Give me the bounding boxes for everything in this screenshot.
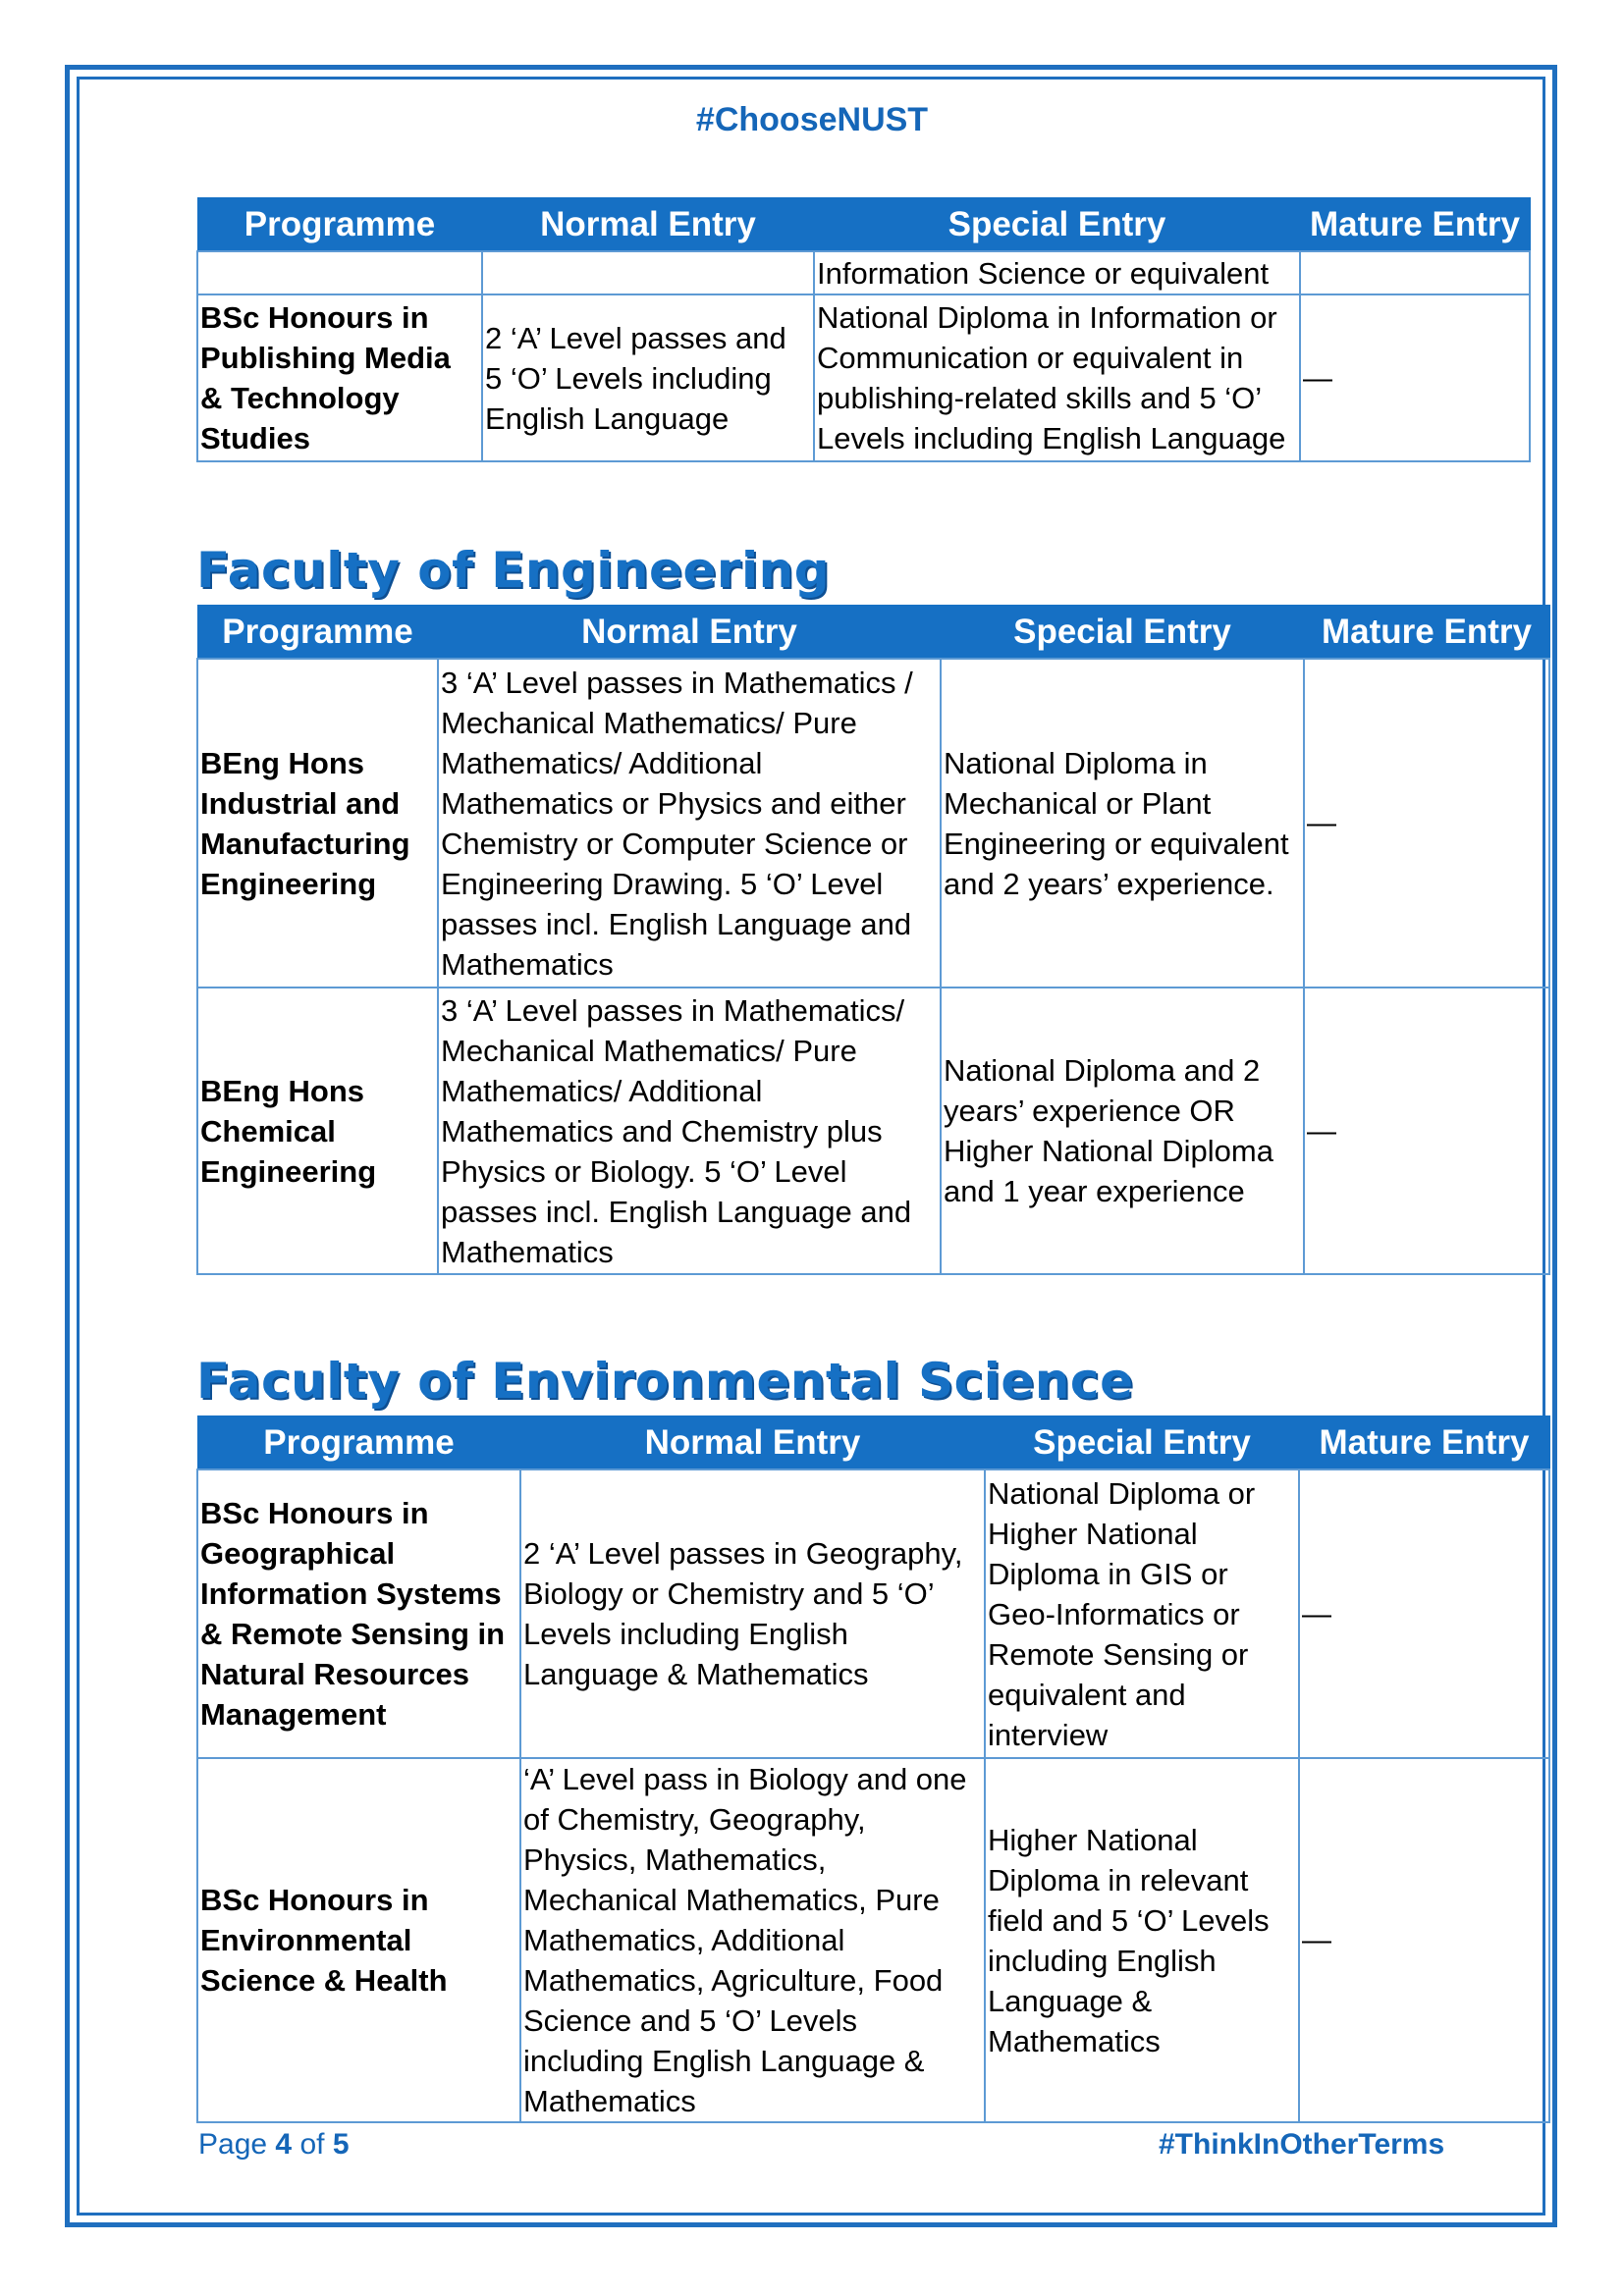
programme-cell: BSc Honours in Publishing Media & Technology Studies — [197, 294, 482, 461]
normal-entry-cell: ‘A’ Level pass in Biology and one of Chemistry, Geography, Physics, Mathematics, Mechanical Mathematics, Pure Mathematics, Additional Mathematics, Agriculture, Food Science and 5 ‘O’ Levels including English Language & Mathematics — [520, 1758, 985, 2122]
mature-entry-cell: — — [1304, 988, 1549, 1274]
of-label: of — [299, 2128, 325, 2161]
programme-cell — [197, 251, 482, 294]
mature-entry-cell: — — [1304, 659, 1549, 988]
programme-cell: BEng Hons Industrial and Manufacturing Engineering — [197, 659, 438, 988]
special-entry-cell: National Diploma in Mechanical or Plant Engineering or equivalent and 2 years’ experience. — [941, 659, 1304, 988]
col-header-programme: Programme — [197, 1416, 520, 1470]
special-entry-cell: National Diploma or Higher National Diploma in GIS or Geo-Informatics or Remote Sensing or equivalent and interview — [985, 1469, 1299, 1758]
table-header-row — [197, 606, 1549, 660]
table-continued — [196, 197, 1531, 462]
table-row — [197, 251, 1530, 294]
page-total: 5 — [332, 2128, 350, 2161]
col-header-special-entry: Special Entry — [814, 198, 1300, 252]
normal-entry-cell: 3 ‘A’ Level passes in Mathematics/ Mechanical Mathematics/ Pure Mathematics/ Additional Mathematics and Chemistry plus Physics or Biology. 5 ‘O’ Level passes incl. English Language and Mathematics — [438, 988, 941, 1274]
col-header-mature-entry: Mature Entry — [1299, 1416, 1549, 1470]
mature-entry-cell — [1300, 251, 1530, 294]
special-entry-cell: Information Science or equivalent — [814, 251, 1300, 294]
table-header-row — [197, 1416, 1549, 1470]
table-row — [197, 1469, 1549, 1758]
page-current: 4 — [275, 2128, 293, 2161]
page-number — [198, 2128, 350, 2162]
table-environmental — [196, 1415, 1550, 2123]
programme-cell: BEng Hons Chemical Engineering — [197, 988, 438, 1274]
col-header-normal-entry: Normal Entry — [438, 606, 941, 660]
special-entry-cell: Higher National Diploma in relevant field and 5 ‘O’ Levels including English Language & Mathematics — [985, 1758, 1299, 2122]
section-title-environmental: Faculty of Environmental Science — [196, 1353, 1134, 1410]
mature-entry-cell: — — [1299, 1758, 1549, 2122]
mature-entry-cell: — — [1299, 1469, 1549, 1758]
normal-entry-cell — [482, 251, 814, 294]
table-header-row — [197, 198, 1530, 252]
page-label: Page — [198, 2128, 268, 2161]
col-header-special-entry: Special Entry — [941, 606, 1304, 660]
special-entry-cell: National Diploma and 2 years’ experience OR Higher National Diploma and 1 year experience — [941, 988, 1304, 1274]
col-header-programme: Programme — [197, 198, 482, 252]
mature-entry-cell: — — [1300, 294, 1530, 461]
normal-entry-cell: 3 ‘A’ Level passes in Mathematics / Mechanical Mathematics/ Pure Mathematics/ Additional Mathematics or Physics and either Chemistry or Computer Science or Engineering Drawing. 5 ‘O’ Level passes incl. English Language and Mathematics — [438, 659, 941, 988]
table-engineering — [196, 605, 1550, 1275]
header-hashtag: #ChooseNUST — [695, 101, 929, 138]
normal-entry-cell: 2 ‘A’ Level passes and 5 ‘O’ Levels including English Language — [482, 294, 814, 461]
programme-cell: BSc Honours in Environmental Science & Health — [197, 1758, 520, 2122]
table-row — [197, 988, 1549, 1274]
col-header-mature-entry: Mature Entry — [1300, 198, 1530, 252]
col-header-special-entry: Special Entry — [985, 1416, 1299, 1470]
normal-entry-cell: 2 ‘A’ Level passes in Geography, Biology or Chemistry and 5 ‘O’ Levels including English Language & Mathematics — [520, 1469, 985, 1758]
col-header-programme: Programme — [197, 606, 438, 660]
col-header-mature-entry: Mature Entry — [1304, 606, 1549, 660]
section-title-engineering: Faculty of Engineering — [196, 542, 831, 599]
footer-hashtag: #ThinkInOtherTerms — [1159, 2128, 1445, 2161]
special-entry-cell: National Diploma in Information or Communication or equivalent in publishing-related skills and 5 ‘O’ Levels including English Language — [814, 294, 1300, 461]
table-row — [197, 659, 1549, 988]
col-header-normal-entry: Normal Entry — [482, 198, 814, 252]
col-header-normal-entry: Normal Entry — [520, 1416, 985, 1470]
table-row — [197, 294, 1530, 461]
programme-cell: BSc Honours in Geographical Information Systems & Remote Sensing in Natural Resources Management — [197, 1469, 520, 1758]
table-row — [197, 1758, 1549, 2122]
